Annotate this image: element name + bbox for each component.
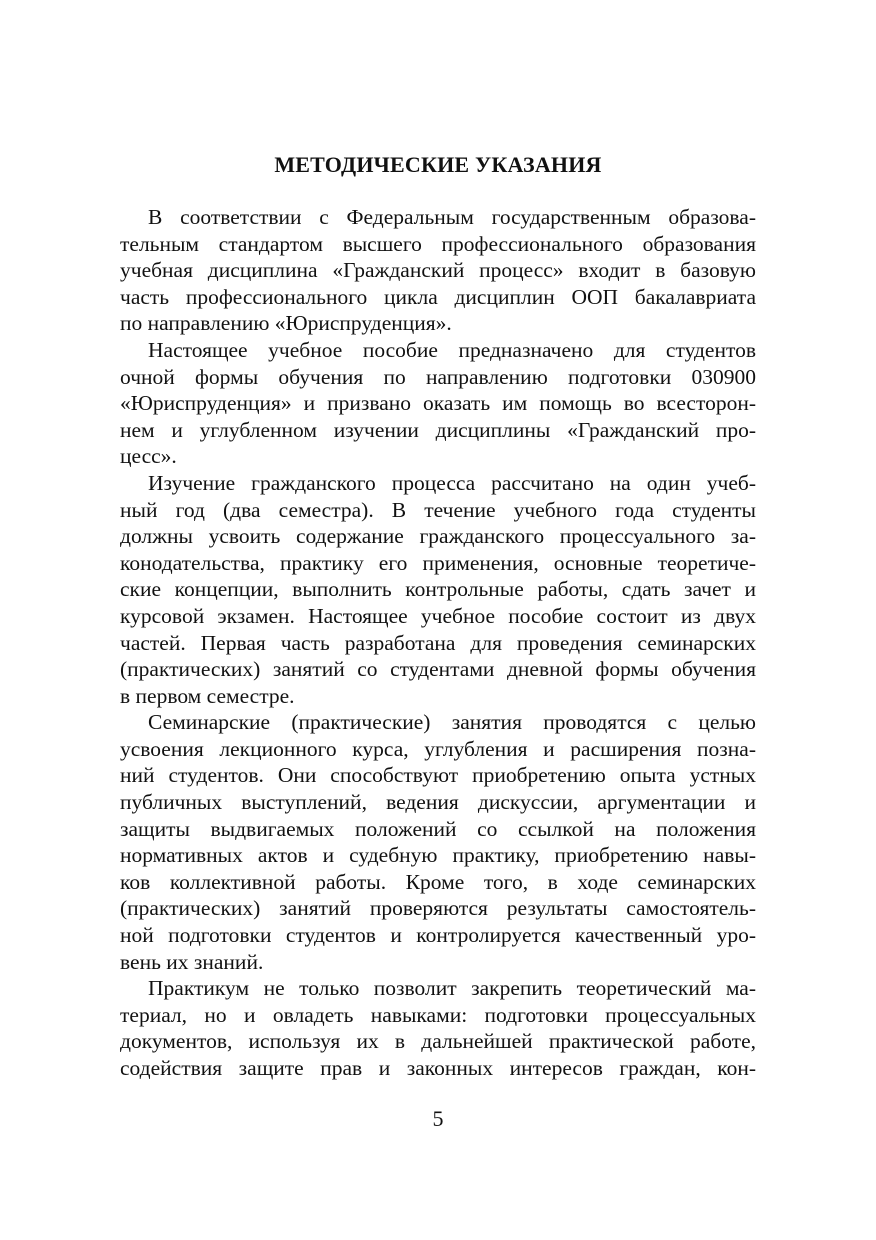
text-line: конодательства, практику его применения, основные теоретиче- (120, 550, 756, 575)
body-text (120, 204, 756, 1082)
text-line: Изучение гражданского процесса рассчитано на один учеб- (148, 470, 756, 495)
text-line: очной формы обучения по направлению подготовки 030900 (120, 364, 756, 389)
document-page (120, 0, 756, 1240)
text-line: ной подготовки студентов и контролируется качественный уро- (120, 923, 756, 948)
text-line: Семинарские (практические) занятия проводятся с целью (148, 710, 756, 735)
page-number: 5 (432, 1106, 444, 1131)
paragraph (120, 470, 756, 709)
text-line: в первом семестре. (120, 683, 295, 708)
text-line: териал, но и овладеть навыками: подготовки процессуальных (120, 1002, 756, 1027)
text-line: усвоения лекционного курса, углубления и расширения позна- (120, 736, 756, 761)
text-line: тельным стандартом высшего профессионального образования (120, 231, 756, 256)
text-line: ков коллективной работы. Кроме того, в ходе семинарских (120, 869, 756, 894)
text-line: публичных выступлений, ведения дискуссии, аргументации и (120, 790, 756, 815)
text-line: Практикум не только позволит закрепить теоретический ма- (148, 976, 756, 1001)
text-line: вень их знаний. (120, 949, 264, 974)
text-line: В соответствии с Федеральным государственным образова- (148, 205, 756, 229)
paragraph (120, 709, 756, 975)
text-line: «Юриспруденция» и призвано оказать им помощь во всесторон- (120, 391, 756, 416)
text-line: защиты выдвигаемых положений со ссылкой на положения (120, 816, 756, 841)
text-line: содействия защите прав и законных интересов граждан, кон- (120, 1056, 756, 1080)
paragraph (120, 975, 756, 1081)
page-title: МЕТОДИЧЕСКИЕ УКАЗАНИЯ (274, 152, 602, 177)
text-line: нормативных актов и судебную практику, приобретению навы- (120, 843, 756, 868)
text-line: учебная дисциплина «Гражданский процесс» входит в базовую (120, 258, 756, 283)
text-line: курсовой экзамен. Настоящее учебное пособие состоит из двух (120, 603, 756, 628)
text-line: частей. Первая часть разработана для проведения семинарских (120, 630, 756, 655)
text-line: часть профессионального цикла дисциплин ООП бакалавриата (120, 284, 756, 309)
paragraph (120, 204, 756, 337)
text-line: по направлению «Юриспруденция». (120, 311, 452, 336)
text-line: нем и углубленном изучении дисциплины «Гражданский про- (120, 417, 756, 442)
text-line: ские концепции, выполнить контрольные работы, сдать зачет и (120, 577, 756, 602)
text-line: (практических) занятий со студентами дневной формы обучения (120, 657, 756, 682)
text-line: должны усвоить содержание гражданского процессуального за- (120, 524, 756, 549)
paragraph (120, 337, 756, 470)
text-line: документов, используя их в дальнейшей практической работе, (120, 1029, 756, 1054)
text-line: ний студентов. Они способствуют приобретению опыта устных (120, 763, 756, 788)
text-line: ный год (два семестра). В течение учебного года студенты (120, 497, 756, 522)
text-line: Настоящее учебное пособие предназначено для студентов (148, 337, 756, 362)
text-line: (практических) занятий проверяются результаты самостоятель- (120, 896, 756, 921)
text-line: цесс». (120, 444, 177, 469)
